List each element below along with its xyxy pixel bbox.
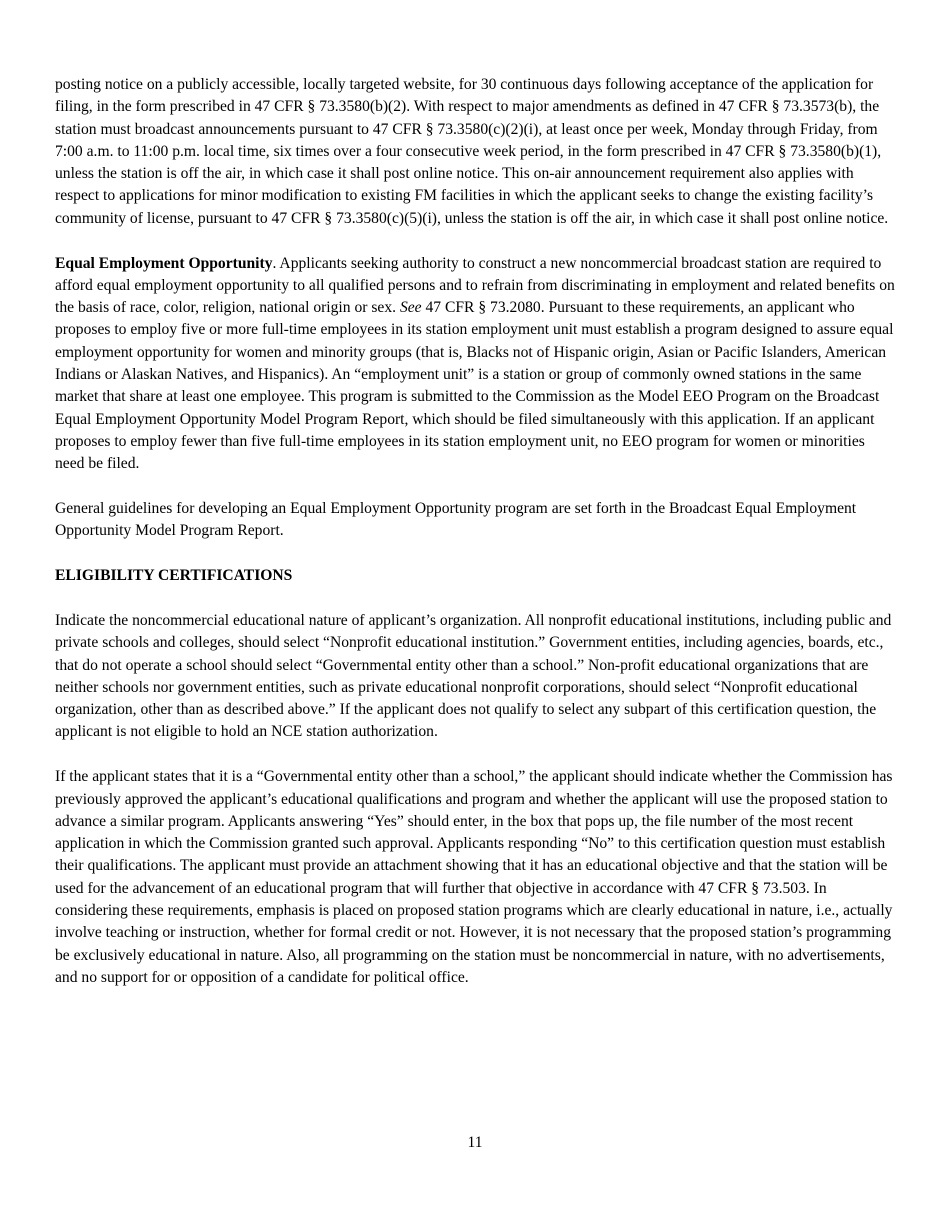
- see-citation-signal: See: [399, 299, 422, 317]
- paragraph-nce-nature: Indicate the noncommercial educational nature of applicant’s organization. All nonprofit educational institutions, including public and private schools and colleges, should select “Nonprofit educational institution.” Government entities, including agencies, boards, etc., that do not operate a school should select “Governmental entity other than a school.” Non-profit educational organizations that are neither schools nor government entities, such as private educational nonprofit corporations, should select “Nonprofit educational organization, other than as described above.” If the applicant does not qualify to select any subpart of this certification question, the applicant is not eligible to hold an NCE station authorization.: [55, 611, 892, 741]
- eeo-text-part-2: 47 CFR § 73.2080. Pursuant to these requirements, an applicant who proposes to employ five or more full-time employees in its station employment unit must establish a program designed to assure equal employment opportunity for women and minority groups (that is, Blacks not of Hispanic origin, Asian or Pacific Islanders, American Indians or Alaskan Natives, and Hispanics). An “employment unit” is a station or group of commonly owned stations in the same market that share at least one employee. This program is submitted to the Commission as the Model EEO Program on the Broadcast Equal Employment Opportunity Model Program Report, which should be filed simultaneously with this application. If an applicant proposes to employ fewer than five full-time employees in its station employment unit, no EEO program for women or minorities need be filed.: [55, 299, 894, 473]
- paragraph-eeo-guidelines: General guidelines for developing an Equal Employment Opportunity program are set forth in the Broadcast Equal Employment Opportunity Model Program Report.: [55, 500, 857, 540]
- page-number: 11: [467, 1134, 483, 1151]
- paragraph-governmental-entity: If the applicant states that it is a “Governmental entity other than a school,” the applicant should indicate whether the Commission has previously approved the applicant’s educational qualifications and program and whether the applicant will use the proposed station to advance a similar program. Applicants answering “Yes” should enter, in the box that pops up, the file number of the most recent application in which the Commission granted such approval. Applicants responding “No” to this certification question must establish their qualifications. The applicant must provide an attachment showing that it has an educational objective and that the station will be used for the advancement of an educational program that will further that objective in accordance with 47 CFR § 73.503. In considering these requirements, emphasis is placed on proposed station programs which are clearly educational in nature, i.e., actually involve teaching or instruction, whether for formal credit or not. However, it is not necessary that the proposed station’s programming be exclusively educational in nature. Also, all programming on the station must be noncommercial in nature, with no advertisements, and no support for or opposition of a candidate for political office.: [55, 768, 893, 986]
- paragraph-equal-employment-opportunity: [55, 253, 897, 476]
- eeo-text-part-1: . Applicants seeking authority to construct a new noncommercial broadcast station are required to afford equal employment opportunity to all qualified persons and to refrain from discriminating in employment and related benefits on the basis of race, color, religion, national origin or sex.: [55, 254, 895, 317]
- eeo-lead-heading: Equal Employment Opportunity: [55, 254, 273, 272]
- document-body: [55, 74, 897, 1012]
- section-heading-eligibility-certifications: ELIGIBILITY CERTIFICATIONS: [55, 567, 293, 585]
- paragraph-public-notice: posting notice on a publicly accessible, locally targeted website, for 30 continuous days following acceptance of the application for filing, in the form prescribed in 47 CFR § 73.3580(b)(2). With respect to major amendments as defined in 47 CFR § 73.3573(b), the station must broadcast announcements pursuant to 47 CFR § 73.3580(c)(2)(i), at least once per week, Monday through Friday, from 7:00 a.m. to 11:00 p.m. local time, six times over a four consecutive week period, in the form prescribed in 47 CFR § 73.3580(b)(1), unless the station is off the air, in which case it shall post online notice. This on-air announcement requirement also applies with respect to applications for minor modification to existing FM facilities in which the applicant seeks to change the existing facility’s community of license, pursuant to 47 CFR § 73.3580(c)(5)(i), unless the station is off the air, in which case it shall post online notice.: [55, 76, 889, 227]
